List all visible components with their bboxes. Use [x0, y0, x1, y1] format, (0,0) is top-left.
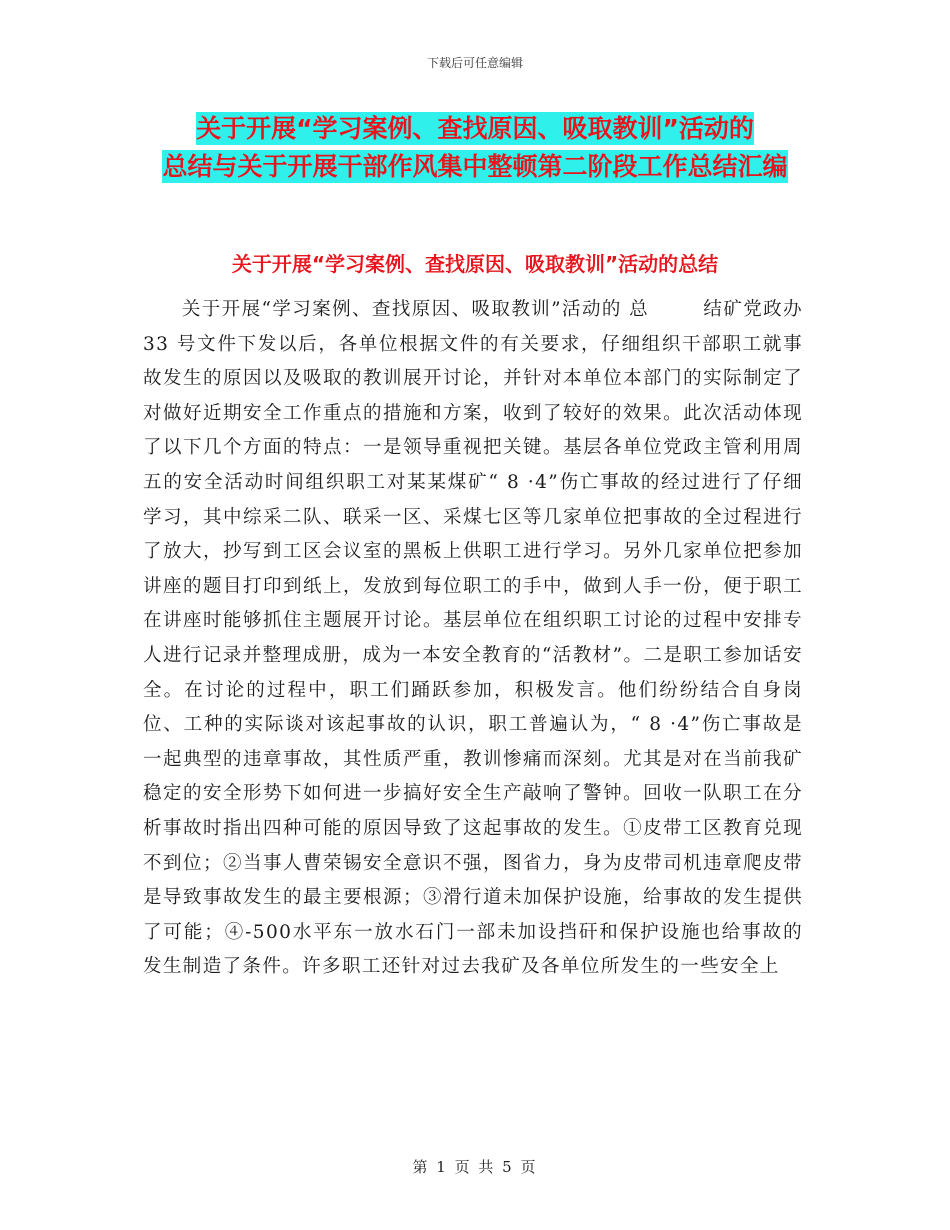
page-number: 第 1 页 共 5 页 [412, 1158, 538, 1176]
document-title [0, 110, 950, 186]
page-header-note: 下载后可任意编辑 [426, 56, 523, 70]
title-line-1-text: 关于开展“学习案例、查找原因、吸取教训”活动的 [196, 114, 754, 143]
title-line-1 [0, 110, 950, 148]
section-heading: 关于开展“学习案例、查找原因、吸取教训”活动的总结 [231, 252, 719, 276]
title-line-2 [0, 148, 950, 186]
title-line-2-text: 总结与关于开展干部作风集中整顿第二阶段工作总结汇编 [162, 152, 788, 181]
body-paragraph: 关于开展“学习案例、查找原因、吸取教训”活动的 总 结矿党政办 33 号文件下发以后，各单位根据文件的有关要求，仔细组织干部职工就事故发生的原因以及吸取的教训展开讨论，并针对本单位本部门的实际制定了对做好近期安全工作重点的措施和方案，收到了较好的效果。此次活动体现了以下几个方面的特点：一是领导重视把关键。基层各单位党政主管利用周五的安全活动时间组织职工对某某煤矿“ 8 ·4”伤亡事故的经过进行了仔细学习，其中综采二队、联采一区、采煤七区等几家单位把事故的全过程进行了放大，抄写到工区会议室的黑板上供职工进行学习。另外几家单位把参加讲座的题目打印到纸上，发放到每位职工的手中，做到人手一份，便于职工在讲座时能够抓住主题展开讨论。基层单位在组织职工讨论的过程中安排专人进行记录并整理成册，成为一本安全教育的“活教材”。二是职工参加话安全。在讨论的过程中，职工们踊跃参加，积极发言。他们纷纷结合自身岗位、工种的实际谈对该起事故的认识，职工普遍认为，“ 8 ·4”伤亡事故是一起典型的违章事故，其性质严重，教训惨痛而深刻。尤其是对在当前我矿稳定的安全形势下如何进一步搞好安全生产敲响了警钟。回收一队职工在分析事故时指出四种可能的原因导致了这起事故的发生。①皮带工区教育兑现不到位；②当事人曹荣锡安全意识不强，图省力，身为皮带司机违章爬皮带是导致事故发生的最主要根源；③滑行道未加保护设施，给事故的发生提供了可能；④-500水平东一放水石门一部未加设挡矸和保护设施也给事故的发生制造了条件。许多职工还针对过去我矿及各单位所发生的一些安全上 [143, 299, 803, 978]
